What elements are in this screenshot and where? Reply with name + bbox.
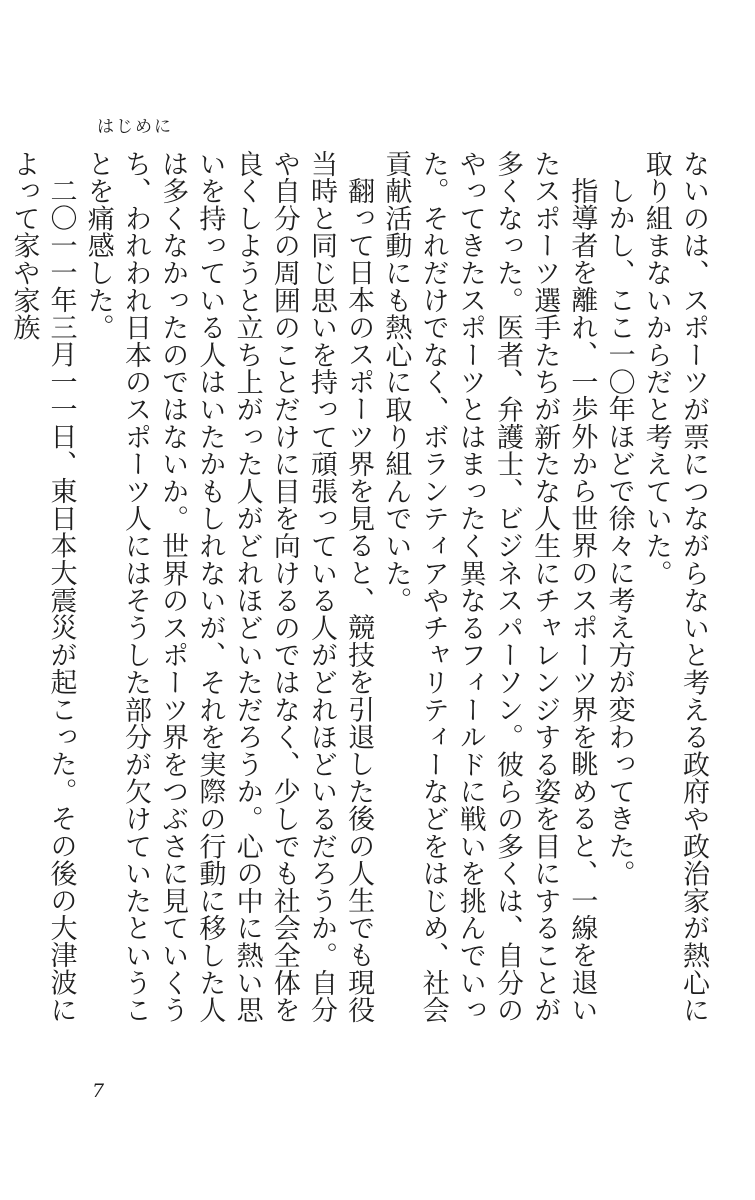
paragraph-2: しかし、ここ一〇年ほどで徐々に考え方が変わってきた。	[603, 177, 635, 887]
running-head: はじめに	[97, 117, 173, 137]
paragraph-4: 翻って日本のスポーツ界を見ると、競技を引退した後の人生でも現役当時と同じ思いを持って頑張っている人がどれほどいるだろうか。自分や自分の周囲のことだけに目を向けるのではなく、少しでも社会全体を良くしようと立ち上がった人がどれほどいただろうか。心の中に熱い思いを持っている人はいたかもしれないが、それを実際の行動に移した人は多くなかったのではないか。世界のスポーツ界をつぶさに見ていくうち、われわれ日本のスポーツ人にはそうした部分が欠けていたということを痛感した。	[82, 150, 375, 1024]
page-number: 7	[92, 1080, 105, 1102]
paragraph-3: 指導者を離れ、一歩外から世界のスポーツ界を眺めると、一線を退いたスポーツ選手たちが新たな人生にチャレンジする姿を目にすることが多くなった。医者、弁護士、ビジネスパーソン。彼らの多くは、自分のやってきたスポーツとはまったく異なるフィールドに戦いを挑んでいった。それだけでなく、ボランティアやチャリティーなどをはじめ、社会貢献活動にも熱心に取り組んでいた。	[380, 150, 598, 1024]
paragraph-5: 二〇一一年三月一一日、東日本大震災が起こった。その後の大津波によって家や家族	[8, 150, 77, 1024]
paragraph-1: ないのは、スポーツが票につながらないと考える政府や政治家が熱心に取り組まないからだと考えていた。	[640, 150, 709, 1024]
body-text	[8, 150, 712, 1050]
